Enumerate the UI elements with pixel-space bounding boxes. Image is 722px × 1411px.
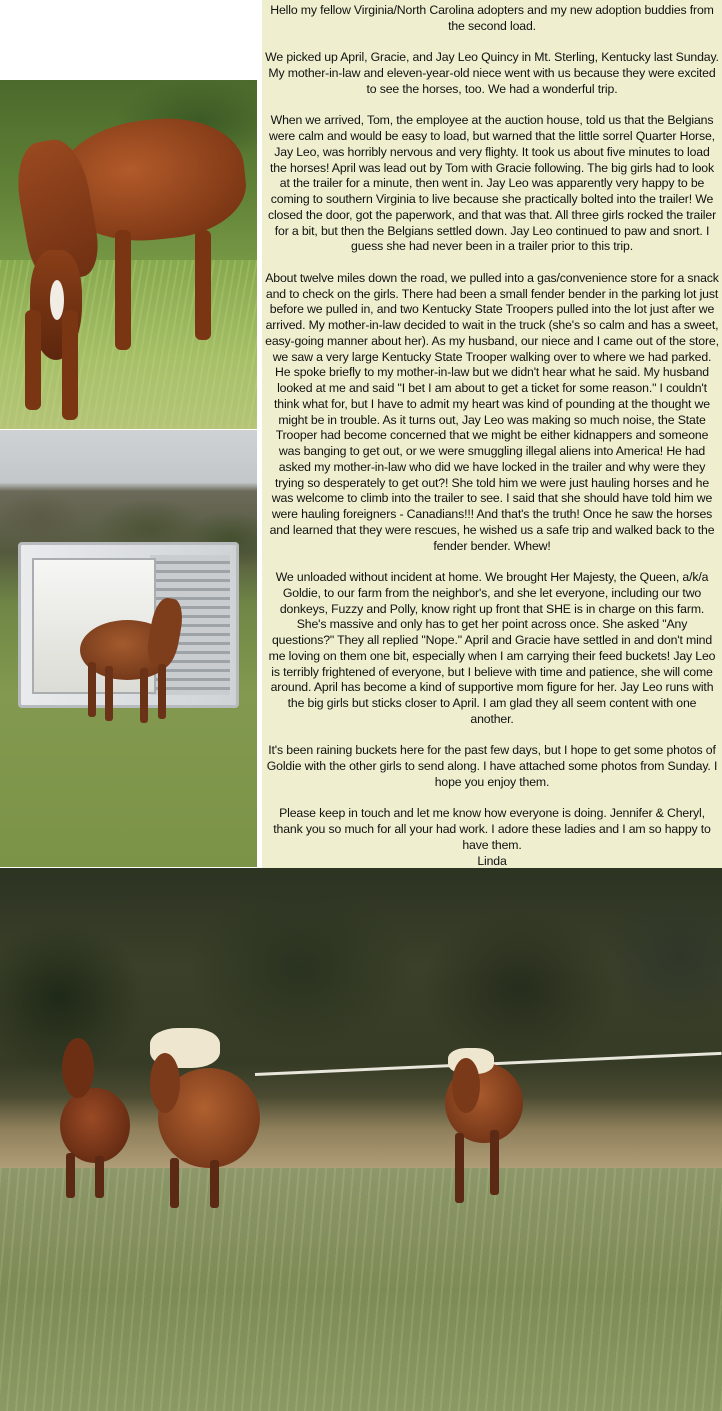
- horse-head: [62, 1038, 94, 1098]
- horse-leg: [170, 1158, 179, 1208]
- horse-leg: [490, 1130, 499, 1195]
- letter-paragraph: We picked up April, Gracie, and Jay Leo Quincy in Mt. Sterling, Kentucky last Sunday. My mother-in-law and eleven-year-old niece went with us because they were excited to see the horses, too. We had a wonderful trip.: [265, 50, 719, 96]
- letter-greeting: Hello my fellow Virginia/North Carolina adopters and my new adoption buddies from the second load.: [270, 3, 714, 33]
- horse-leg: [25, 310, 41, 410]
- grass-field: [0, 1168, 722, 1411]
- tree-line: [0, 868, 722, 1108]
- adoption-letter: [262, 0, 722, 916]
- horse-leg: [210, 1160, 219, 1208]
- letter-paragraph: When we arrived, Tom, the employee at the auction house, told us that the Belgians were calm and would be easy to load, but warned that the little sorrel Quarter Horse, Jay Leo, was horribly nervous and very flighty. It took us about five minutes to load the horses! April was lead out by Tom with Gracie following. The big girls had to look at the trailer for a minute, then went in. Jay Leo was apparently very happy to be coming to southern Virginia to live because she practically bolted into the trailer! We closed the door, got the paperwork, and that was that. All three girls rocked the trailer for a bit, but then the Belgians settled down. Jay Leo continued to paw and snort. I guess she had never been in a trailer prior to this trip.: [267, 113, 717, 254]
- horse-leg: [95, 1156, 104, 1198]
- letter-paragraph: Please keep in touch and let me know how everyone is doing. Jennifer & Cheryl, thank you so much for all your had work. I adore these ladies and I am so happy to have them.: [273, 806, 711, 852]
- letter-paragraph: We unloaded without incident at home. We brought Her Majesty, the Queen, a/k/a Goldie, to our farm from the neighbor's, and she let everyone, including our two donkeys, Fuzzy and Polly, know right up front that SHE is in charge on this farm. She's massive and only has to get her point across once. She asked "Any questions?" They all replied "Nope." April and Gracie have settled in and don't mind me loving on them one bit, especially when I am carrying their feed buckets! Jay Leo is terribly frightened of everyone, but I believe with time and patience, she will come around. April has become a kind of supportive mom figure for her. Jay Leo runs with the big girls but sticks closer to April. I am glad they all seem content with one another.: [268, 570, 716, 726]
- horse-leg: [140, 668, 148, 723]
- photo-grazing-mare: [0, 80, 257, 429]
- horse-leg: [158, 664, 166, 719]
- letter-paragraph: It's been raining buckets here for the past few days, but I hope to get some photos of Goldie with the other girls to send along. I have attached some photos from Sunday. I hope you enjoy them.: [266, 743, 718, 789]
- horse-body: [60, 1088, 130, 1163]
- horse-leg: [455, 1133, 464, 1203]
- horse-head: [452, 1058, 480, 1113]
- horse-leg: [62, 310, 78, 420]
- horse-leg: [66, 1153, 75, 1198]
- letter-paragraph: About twelve miles down the road, we pulled into a gas/convenience store for a snack and to check on the girls. There had been a small fender bender in the parking lot just before we pulled in, and two Kentucky State Troopers pulled into the lot just after we arrived. My mother-in-law decided to wait in the truck (she's so calm and has a sweet, easy-going manner about her). As my husband, our niece and I came out of the store, we saw a very large Kentucky State Trooper walking over to where we had parked. He spoke briefly to my mother-in-law but we didn't hear what he said. My husband looked at me and said "I bet I am about to get a ticket for some reason." I couldn't think what for, but I have to admit my heart was kind of pounding at the thought we might be in trouble. As it turns out, Jay Leo was making so much noise, the State Trooper had become concerned that we might be either kidnappers and someone was banging to get out, or we were smuggling illegal aliens into America! He had asked my mother-in-law who did we have locked in the trailer and why were they trying so desperately to get out?! She told him we were just hauling horses and he was welcome to climb into the trailer to see. I said that she should have told him we were hauling foreigners - Canadians!!! And that's the truth! Once he saw the horses and learned that they were rescues, he wished us a safe trip and walked back to the fender bender. Whew!: [265, 270, 719, 553]
- horse-leg: [105, 666, 113, 721]
- horse-leg: [195, 230, 211, 340]
- horse-head: [150, 1053, 180, 1113]
- letter-signature: Linda: [477, 853, 507, 868]
- horse-leg: [88, 662, 96, 717]
- horse-leg: [115, 230, 131, 350]
- photo-running-horses: [0, 868, 722, 1411]
- photo-horse-trailer: [0, 430, 257, 867]
